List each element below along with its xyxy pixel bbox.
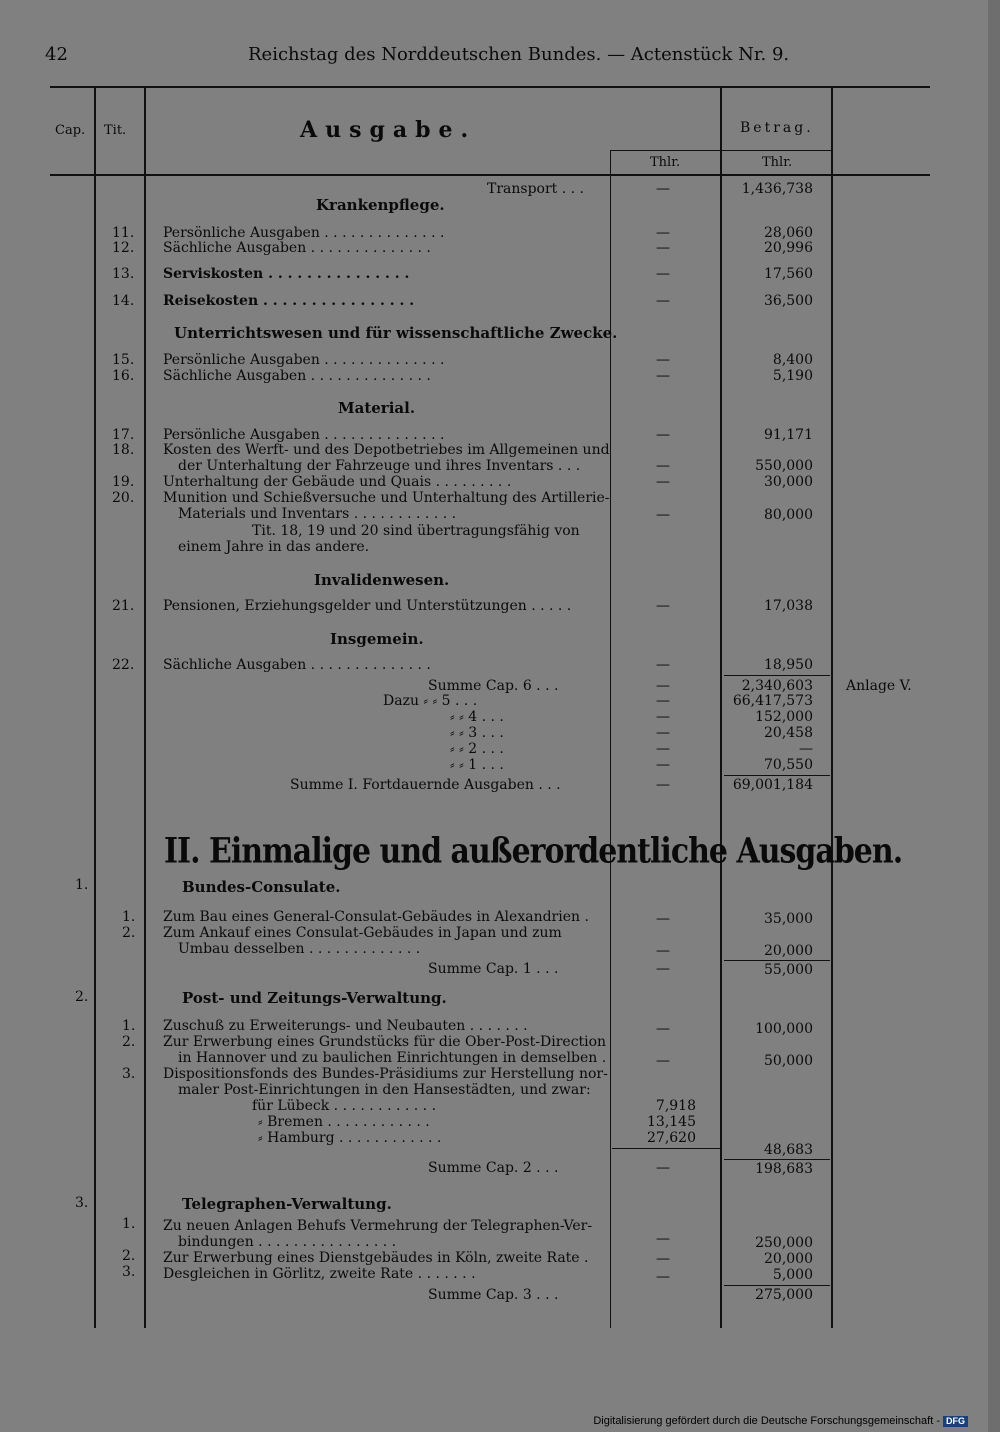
tit-text-divider <box>144 86 146 1328</box>
c1-row-2-amount: 20,000 <box>764 943 813 959</box>
section-unterricht: Unterrichtswesen und für wissenschaftliche Zwecke. <box>174 324 618 342</box>
dazu-cap4-amount: 152,000 <box>755 709 813 725</box>
col-header-thlr-1: Thlr. <box>650 155 681 170</box>
col-header-ausgabe: Ausgabe. <box>300 117 477 143</box>
dazu-cap5-label: Dazu ⸗ ⸗ 5 . . . <box>383 693 478 709</box>
summe-i-label: Summe I. Fortdauernde Ausgaben . . . <box>290 777 561 793</box>
row-15-label: Persönliche Ausgaben . . . . . . . . . . . . . . <box>163 352 445 368</box>
row-22-dash: — <box>656 657 670 673</box>
row-12-label: Sächliche Ausgaben . . . . . . . . . . . . . . <box>163 240 431 256</box>
c1-sum-dash: — <box>656 961 670 977</box>
col-header-betrag: Betrag. <box>740 120 814 136</box>
dazu-cap4-label: ⸗ ⸗ 4 . . . <box>450 709 504 725</box>
sum-rule-cap6 <box>724 675 830 676</box>
cap-1: 1. <box>75 877 89 893</box>
section-insgemein: Insgemein. <box>330 630 424 648</box>
sum-rule-total <box>724 775 830 776</box>
summe-i-amount: 69,001,184 <box>732 777 813 793</box>
page-edge-shadow <box>988 0 1000 1432</box>
c1-row-2-dash: — <box>656 943 670 959</box>
tit-17: 17. <box>112 427 135 443</box>
digitization-credit-text: Digitalisierung gefördert durch die Deutsche Forschungsgemeinschaft - <box>593 1415 940 1427</box>
note-line-1: Tit. 18, 19 und 20 sind übertragungsfähig von <box>252 523 580 539</box>
row-18-dash: — <box>656 458 670 474</box>
row-19-dash: — <box>656 474 670 490</box>
c3-tit-2: 2. <box>122 1248 136 1264</box>
c3-row-3-amount: 5,000 <box>772 1267 813 1283</box>
c1-sum-label: Summe Cap. 1 . . . <box>428 961 559 977</box>
row-13-amount: 17,560 <box>764 266 813 282</box>
row-19-label: Unterhaltung der Gebäude und Quais . . . . . . . . . <box>163 474 512 490</box>
tit-11: 11. <box>112 225 135 241</box>
transport-amount: 1,436,738 <box>741 181 813 197</box>
c2-row-3-amount: 48,683 <box>764 1142 813 1158</box>
table-top-rule <box>50 86 930 88</box>
c2-luebeck-label: für Lübeck . . . . . . . . . . . . <box>252 1098 437 1114</box>
row-15-amount: 8,400 <box>772 352 813 368</box>
row-22-label: Sächliche Ausgaben . . . . . . . . . . . . . . <box>163 657 431 673</box>
c2-row-2-amount: 50,000 <box>764 1053 813 1069</box>
row-17-amount: 91,171 <box>764 427 813 443</box>
row-16-label: Sächliche Ausgaben . . . . . . . . . . . . . . <box>163 368 431 384</box>
summe-cap6-amount: 2,340,603 <box>741 678 813 694</box>
section-telegraphen: Telegraphen-Verwaltung. <box>182 1195 392 1213</box>
dazu-cap3-label: ⸗ ⸗ 3 . . . <box>450 725 504 741</box>
row-14-dash: — <box>656 293 670 309</box>
c2-row-1-dash: — <box>656 1021 670 1037</box>
tit-22: 22. <box>112 657 135 673</box>
c1-row-1-amount: 35,000 <box>764 911 813 927</box>
c3-row-3-label: Desgleichen in Görlitz, zweite Rate . . . . . . . <box>163 1266 476 1282</box>
cap-tit-divider <box>94 86 96 1328</box>
c2-sum-amount: 198,683 <box>755 1161 813 1177</box>
c2-bremen-label: ⸗ Bremen . . . . . . . . . . . . <box>258 1114 430 1130</box>
c2-row-2-label-2: in Hannover und zu baulichen Einrichtungen in demselben . <box>178 1050 607 1066</box>
dazu-cap4-dash: — <box>656 709 670 725</box>
transport-dash: — <box>656 181 670 197</box>
sum-rule-c3 <box>724 1285 830 1286</box>
dazu-cap5-amount: 66,417,573 <box>732 693 813 709</box>
summe-cap6-dash: — <box>656 678 670 694</box>
c2-luebeck-value: 7,918 <box>655 1098 696 1114</box>
page-number: 42 <box>45 44 68 65</box>
transport-label: Transport . . . <box>487 181 584 197</box>
row-18-label-2: der Unterhaltung der Fahrzeuge und ihres Inventars . . . <box>178 458 581 474</box>
c2-bremen-value: 13,145 <box>647 1114 696 1130</box>
dazu-cap3-dash: — <box>656 725 670 741</box>
c2-row-1-label: Zuschuß zu Erweiterungs- und Neubauten . . . . . . . <box>163 1018 528 1034</box>
note-line-2: einem Jahre in das andere. <box>178 539 370 555</box>
c2-row-3-label-1: Dispositionsfonds des Bundes-Präsidiums zur Herstellung nor- <box>163 1066 608 1082</box>
row-14-label: Reisekosten . . . . . . . . . . . . . . . . <box>163 293 415 309</box>
col-header-cap: Cap. <box>55 123 86 138</box>
c3-sum-label: Summe Cap. 3 . . . <box>428 1287 559 1303</box>
tit-12: 12. <box>112 240 135 256</box>
section-krankenpflege: Krankenpflege. <box>316 196 445 214</box>
tit-20: 20. <box>112 490 135 506</box>
dazu-cap5-dash: — <box>656 693 670 709</box>
c2-hamburg-value: 27,620 <box>647 1130 696 1146</box>
row-22-amount: 18,950 <box>764 657 813 673</box>
dfg-logo: DFG <box>943 1416 968 1427</box>
col-header-thlr-2: Thlr. <box>762 155 793 170</box>
row-18-label-1: Kosten des Werft- und des Depotbetriebes im Allgemeinen und <box>163 442 610 458</box>
c2-tit-3: 3. <box>122 1066 136 1082</box>
row-11-dash: — <box>656 225 670 241</box>
tit-18: 18. <box>112 442 135 458</box>
tit-16: 16. <box>112 368 135 384</box>
c3-row-1-amount: 250,000 <box>755 1235 813 1251</box>
row-12-dash: — <box>656 240 670 256</box>
tit-21: 21. <box>112 598 135 614</box>
part-ii-heading: II. Einmalige und außerordentliche Ausgaben. <box>164 831 903 872</box>
section-post-verwaltung: Post- und Zeitungs-Verwaltung. <box>182 989 447 1007</box>
summe-cap6-label: Summe Cap. 6 . . . <box>428 678 559 694</box>
dazu-cap1-amount: 70,550 <box>764 757 813 773</box>
dazu-cap1-label: ⸗ ⸗ 1 . . . <box>450 757 504 773</box>
dazu-cap2-label: ⸗ ⸗ 2 . . . <box>450 741 504 757</box>
tit-15: 15. <box>112 352 135 368</box>
tit-14: 14. <box>112 293 135 309</box>
sum-rule-c1 <box>724 960 830 961</box>
row-17-dash: — <box>656 427 670 443</box>
row-21-dash: — <box>656 598 670 614</box>
c1-row-1-dash: — <box>656 911 670 927</box>
row-21-label: Pensionen, Erziehungsgelder und Unterstützungen . . . . . <box>163 598 572 614</box>
row-19-amount: 30,000 <box>764 474 813 490</box>
c1-row-2-label-2: Umbau desselben . . . . . . . . . . . . . <box>178 941 421 957</box>
section-material: Material. <box>338 399 416 417</box>
c3-row-2-label: Zur Erwerbung eines Dienstgebäudes in Köln, zweite Rate . <box>163 1250 589 1266</box>
cap-2: 2. <box>75 989 89 1005</box>
row-11-amount: 28,060 <box>764 225 813 241</box>
digitization-credit <box>593 1416 968 1427</box>
row-20-amount: 80,000 <box>764 507 813 523</box>
tit-13: 13. <box>112 266 135 282</box>
row-17-label: Persönliche Ausgaben . . . . . . . . . . . . . . <box>163 427 445 443</box>
c3-tit-1: 1. <box>122 1216 136 1232</box>
c3-row-1-label-2: bindungen . . . . . . . . . . . . . . . . <box>178 1234 397 1250</box>
c1-row-1-label: Zum Bau eines General-Consulat-Gebäudes in Alexandrien . <box>163 909 589 925</box>
row-18-amount: 550,000 <box>755 458 813 474</box>
c1-row-2-label-1: Zum Ankauf eines Consulat-Gebäudes in Japan und zum <box>163 925 562 941</box>
c3-row-3-dash: — <box>656 1269 670 1285</box>
dazu-cap2-amount: — <box>799 741 813 757</box>
cap-3: 3. <box>75 1195 89 1211</box>
c3-row-1-label-1: Zu neuen Anlagen Behufs Vermehrung der Telegraphen-Ver- <box>163 1218 593 1234</box>
header-bottom-rule <box>50 174 930 176</box>
c3-row-1-dash: — <box>656 1231 670 1247</box>
row-16-amount: 5,190 <box>772 368 813 384</box>
c2-hamburg-label: ⸗ Hamburg . . . . . . . . . . . . <box>258 1130 442 1146</box>
c1-sum-amount: 55,000 <box>764 962 813 978</box>
c2-row-2-label-1: Zur Erwerbung eines Grundstücks für die Ober-Post-Direction <box>163 1034 607 1050</box>
anlage-reference: Anlage V. <box>846 678 912 694</box>
row-14-amount: 36,500 <box>764 293 813 309</box>
section-invaliden: Invalidenwesen. <box>314 571 450 589</box>
row-13-dash: — <box>656 266 670 282</box>
row-20-dash: — <box>656 507 670 523</box>
row-12-amount: 20,996 <box>764 240 813 256</box>
row-15-dash: — <box>656 352 670 368</box>
c2-tit-1: 1. <box>122 1018 136 1034</box>
c2-sum-dash: — <box>656 1160 670 1176</box>
section-bundes-consulate: Bundes-Consulate. <box>182 878 341 896</box>
row-20-label-1: Munition und Schießversuche und Unterhaltung des Artillerie- <box>163 490 610 506</box>
row-20-label-2: Materials und Inventars . . . . . . . . . . . . <box>178 506 457 522</box>
c2-row-2-dash: — <box>656 1053 670 1069</box>
dazu-cap1-dash: — <box>656 757 670 773</box>
c1-tit-1: 1. <box>122 909 136 925</box>
sum-rule-c2 <box>724 1159 830 1160</box>
c2-row-3-label-2: maler Post-Einrichtungen in den Hansestädten, und zwar: <box>178 1082 591 1098</box>
row-11-label: Persönliche Ausgaben . . . . . . . . . . . . . . <box>163 225 445 241</box>
c2-tit-2: 2. <box>122 1034 136 1050</box>
c2-row-1-amount: 100,000 <box>755 1021 813 1037</box>
c3-tit-3: 3. <box>122 1264 136 1280</box>
row-16-dash: — <box>656 368 670 384</box>
c3-row-2-dash: — <box>656 1251 670 1267</box>
c3-sum-amount: 275,000 <box>755 1287 813 1303</box>
dazu-cap2-dash: — <box>656 741 670 757</box>
c3-row-2-amount: 20,000 <box>764 1251 813 1267</box>
summe-i-dash: — <box>656 777 670 793</box>
col-header-tit: Tit. <box>104 123 127 138</box>
row-13-label: Serviskosten . . . . . . . . . . . . . . . <box>163 266 410 282</box>
dazu-cap3-amount: 20,458 <box>764 725 813 741</box>
c2-sum-label: Summe Cap. 2 . . . <box>428 1160 559 1176</box>
c1-tit-2: 2. <box>122 925 136 941</box>
betrag-anlage-divider <box>831 86 833 1328</box>
tit-19: 19. <box>112 474 135 490</box>
running-title: Reichstag des Norddeutschen Bundes. — Actenstück Nr. 9. <box>248 44 790 65</box>
row-21-amount: 17,038 <box>764 598 813 614</box>
